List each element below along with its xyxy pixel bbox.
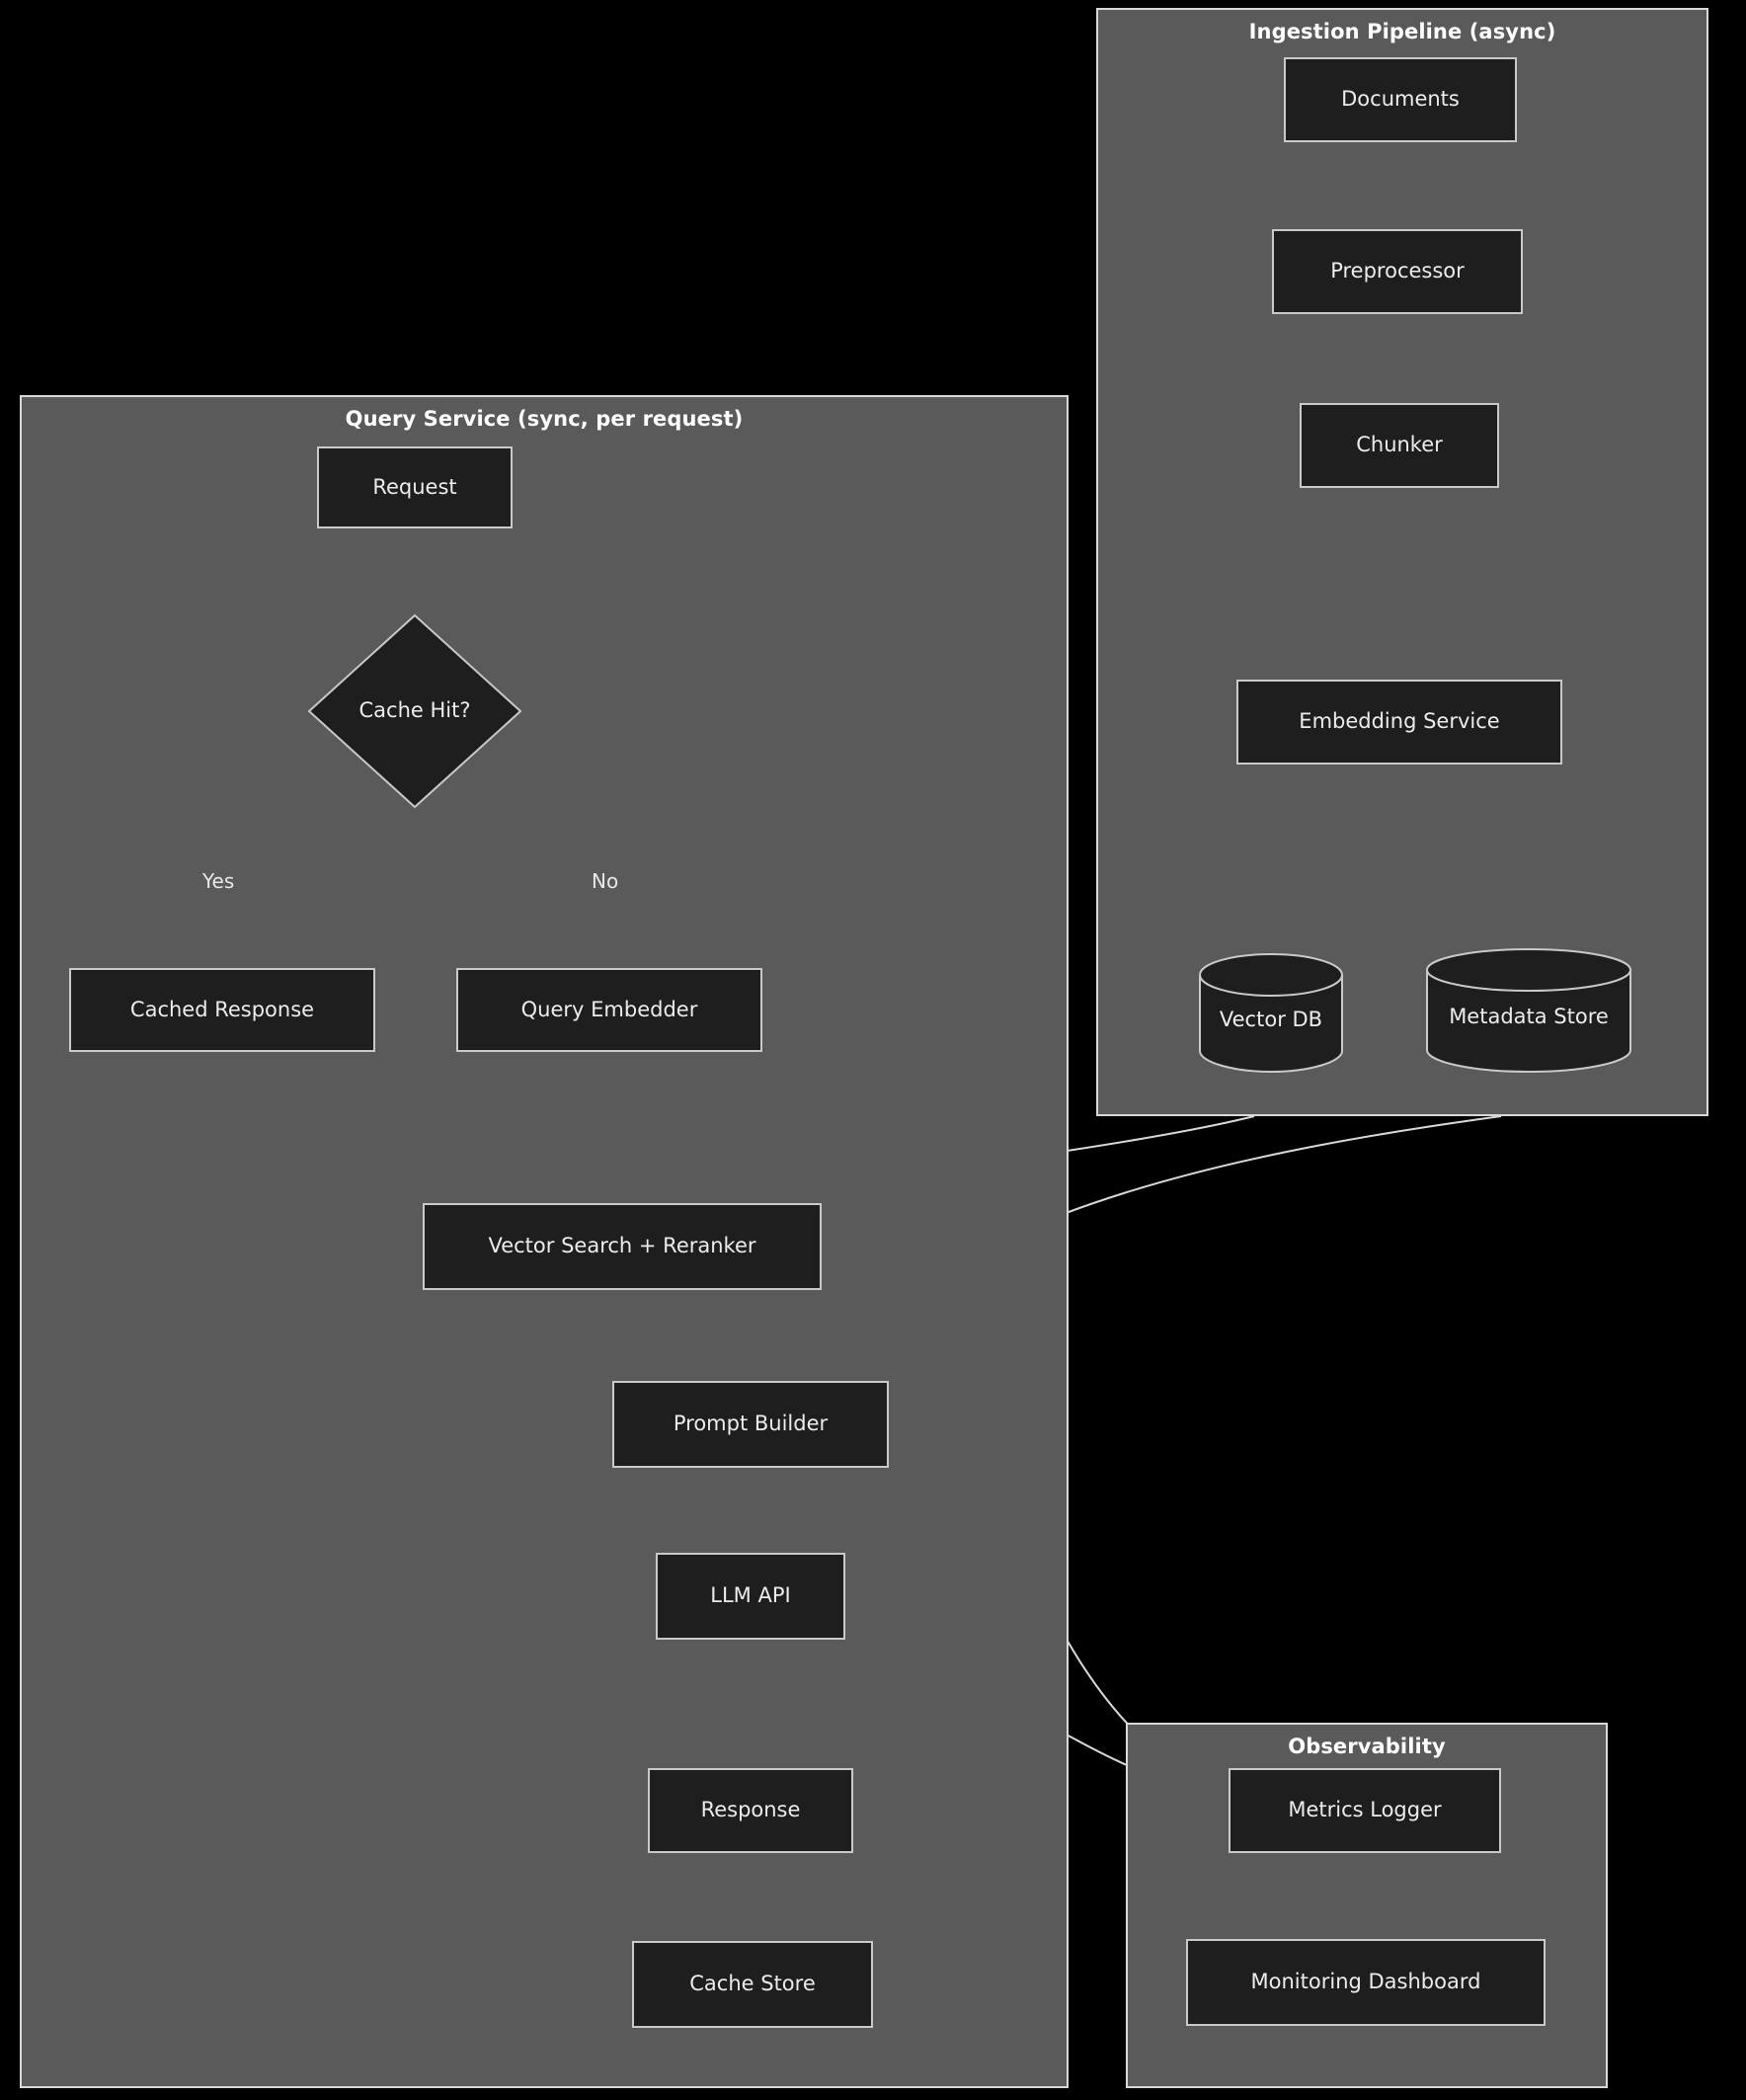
node-preprocessor-label: Preprocessor: [1330, 259, 1465, 283]
node-llm-api[interactable]: [656, 1553, 845, 1640]
node-chunker[interactable]: [1300, 403, 1499, 488]
cluster-ingestion-title: Ingestion Pipeline (async): [1248, 20, 1556, 43]
node-cache-hit[interactable]: [306, 612, 523, 810]
node-embedding-service[interactable]: [1236, 680, 1562, 765]
node-response-label: Response: [700, 1798, 801, 1822]
node-metadata-store[interactable]: [1425, 946, 1632, 1075]
node-request[interactable]: [317, 446, 513, 528]
node-query-embedder-label: Query Embedder: [520, 997, 698, 1021]
node-monitoring-dashboard[interactable]: [1186, 1939, 1546, 2026]
node-metrics-logger-label: Metrics Logger: [1288, 1798, 1442, 1822]
edge-label-no: No: [592, 869, 619, 893]
node-documents-label: Documents: [1341, 87, 1460, 112]
node-preprocessor[interactable]: [1272, 229, 1523, 314]
node-cached-response-label: Cached Response: [129, 997, 315, 1021]
node-chunker-label: Chunker: [1356, 433, 1443, 457]
node-prompt-builder-label: Prompt Builder: [673, 1412, 829, 1436]
node-query-embedder[interactable]: [456, 968, 762, 1052]
node-metadata-store-label: Metadata Store: [1449, 1005, 1609, 1029]
node-vector-search-reranker-label: Vector Search + Reranker: [488, 1234, 756, 1258]
node-cache-store-label: Cache Store: [689, 1972, 816, 1996]
node-cache-store[interactable]: [632, 1941, 873, 2028]
node-vector-db-label: Vector DB: [1219, 1007, 1323, 1031]
node-vector-search-reranker[interactable]: [423, 1203, 822, 1290]
node-documents[interactable]: [1284, 57, 1517, 142]
node-llm-api-label: LLM API: [710, 1583, 791, 1608]
node-request-label: Request: [372, 474, 457, 499]
node-response[interactable]: [648, 1768, 853, 1853]
node-cached-response[interactable]: [69, 968, 375, 1052]
edge-label-yes: Yes: [202, 869, 235, 893]
node-vector-db[interactable]: [1198, 951, 1344, 1075]
node-cache-hit-label: Cache Hit?: [358, 698, 471, 723]
node-monitoring-dashboard-label: Monitoring Dashboard: [1250, 1970, 1481, 1994]
cluster-observability-title: Observability: [1288, 1735, 1446, 1758]
node-embedding-service-label: Embedding Service: [1299, 709, 1500, 734]
node-metrics-logger[interactable]: [1229, 1768, 1501, 1853]
cluster-query-service-title: Query Service (sync, per request): [345, 407, 744, 431]
node-prompt-builder[interactable]: [612, 1381, 889, 1468]
